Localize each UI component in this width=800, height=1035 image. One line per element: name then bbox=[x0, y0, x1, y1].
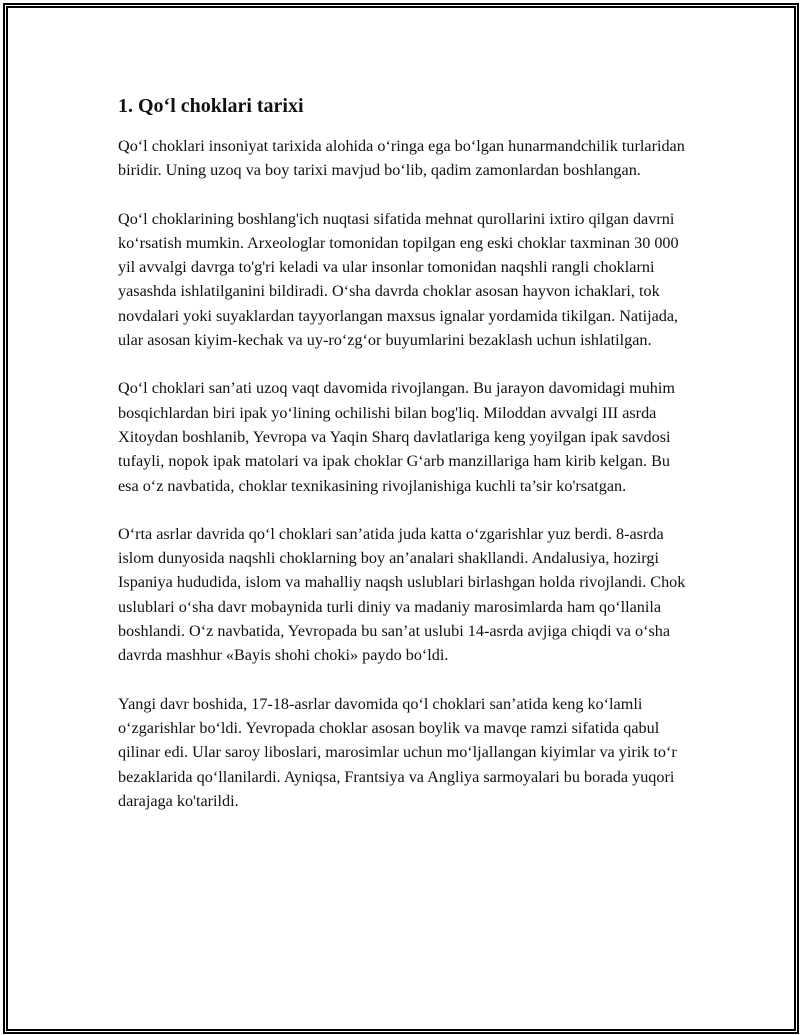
document-page bbox=[118, 94, 688, 837]
paragraph-4: O‘rta asrlar davrida qo‘l choklari san’atida juda katta o‘zgarishlar yuz berdi. 8-asrda islom dunyosida naqshli choklarning boy an’analari shakllandi. Andalusiya, hozirgi Ispaniya hududida, islom va mahalliy naqsh uslublari birlashgan holda rivojlandi. Chok uslublari o‘sha davr mobaynida turli diniy va madaniy marosimlarda ham qo‘llanila boshlandi. O‘z navbatida, Yevropada bu san’at uslubi 14-asrda avjiga chiqdi va o‘sha davrda mashhur «Bayis shohi choki» paydo bo‘ldi. bbox=[118, 524, 686, 665]
paragraph-3: Qo‘l choklari san’ati uzoq vaqt davomida rivojlangan. Bu jarayon davomidagi muhim bosqichlardan biri ipak yo‘lining ochilishi bilan bog'liq. Miloddan avvalgi III asrda Xitoydan boshlanib, Yevropa va Yaqin Sharq davlatlariga keng yoyilgan ipak savdosi tufayli, nopok ipak matolari va ipak choklar G‘arb manzillariga ham kirib kelgan. Bu esa o‘z navbatida, choklar texnikasining rivojlanishiga kuchli ta’sir ko'rsatgan. bbox=[118, 379, 675, 495]
paragraph-2: Qo‘l choklarining boshlang'ich nuqtasi sifatida mehnat qurollarini ixtiro qilgan davrni ko‘rsatish mumkin. Arxeologlar tomonidan topilgan eng eski choklar taxminan 30 000 yil avvalgi davrga to'g'ri keladi va ular insonlar tomonidan naqshli rangli choklarni yasashda ishlatilganini bildiradi. O‘sha davrda choklar asosan hayvon ichaklari, tok novdalari yoki suyaklardan tayyorlangan maxsus ignalar yordamida tikilgan. Natijada, ular asosan kiyim-kechak va uy-ro‘zg‘or buyumlarini bezaklash uchun ishlatilgan. bbox=[118, 209, 679, 350]
paragraph-5: Yangi davr boshida, 17-18-asrlar davomida qo‘l choklari san’atida keng ko‘lamli o‘zgarishlar bo‘ldi. Yevropada choklar asosan boylik va mavqe ramzi sifatida qabul qilinar edi. Ular saroy liboslari, marosimlar uchun mo‘ljallangan kiyimlar va yirik to‘r bezaklarida qo‘llanilardi. Ayniqsa, Frantsiya va Angliya sarmoyalari bu borada yuqori darajaga ko'tarildi. bbox=[118, 694, 677, 810]
section-heading: 1. Qo‘l choklari tarixi bbox=[118, 95, 304, 117]
paragraph-1: Qo‘l choklari insoniyat tarixida alohida o‘ringa ega bo‘lgan hunarmandchilik turlaridan biridir. Uning uzoq va boy tarixi mavjud bo‘lib, qadim zamonlardan boshlangan. bbox=[118, 137, 685, 180]
